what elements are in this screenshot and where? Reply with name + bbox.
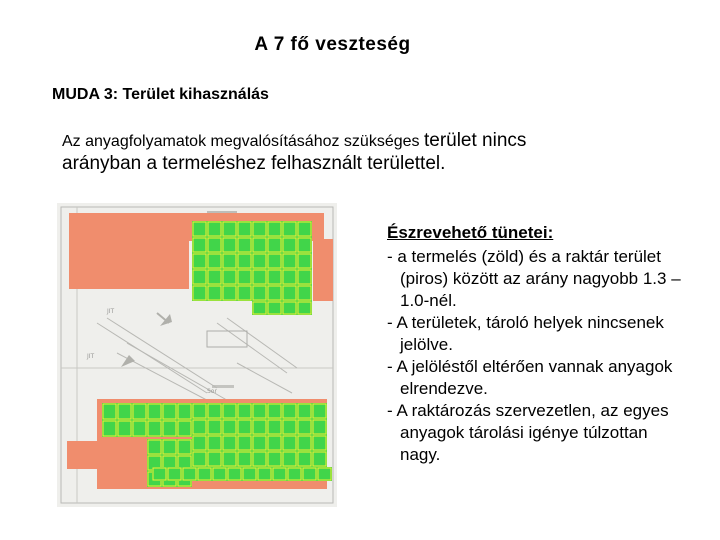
section-subtitle: MUDA 3: Terület kihasználás	[52, 86, 269, 103]
symptoms-heading: Észrevehető tünetei:	[387, 223, 554, 242]
page-title: A 7 fő veszteség	[254, 34, 411, 55]
intro-part-2: terület nincs	[423, 130, 527, 151]
symptom-line: (piros) között az arány nagyobb 1.3 –	[400, 269, 681, 288]
intro-text	[62, 130, 662, 176]
svg-text:Sor: Sor	[207, 388, 217, 395]
symptoms-list	[387, 246, 707, 466]
symptom-line: - A raktározás szervezetlen, az egyes	[387, 401, 669, 420]
symptom-line: anyagok tárolási igénye túlzottan	[400, 423, 648, 442]
symptoms-panel	[387, 222, 707, 466]
production-area-upper	[192, 221, 312, 315]
intro-part-3: arányban a termeléshez felhasznált területtel.	[62, 153, 446, 174]
symptom-line: - a termelés (zöld) és a raktár terület	[387, 247, 661, 266]
svg-text:JIT: JIT	[87, 353, 95, 360]
symptom-line: 1.0-nél.	[400, 291, 457, 310]
symptom-item	[387, 246, 707, 312]
floor-plan-drawing	[57, 203, 337, 507]
symptom-line: - A jelöléstől eltérően vannak anyagok	[387, 357, 673, 376]
symptom-item	[387, 400, 707, 466]
symptom-item	[387, 312, 707, 356]
symptom-item	[387, 356, 707, 400]
floor-plan-image	[57, 203, 337, 507]
symptom-line: nagy.	[400, 445, 441, 464]
symptom-line: - A területek, tároló helyek nincsenek	[387, 313, 664, 332]
symptom-line: elrendezve.	[400, 379, 488, 398]
intro-part-1: Az anyagfolyamatok megvalósításához szükséges	[62, 133, 424, 150]
symptom-line: jelölve.	[400, 335, 453, 354]
svg-text:JIT: JIT	[107, 308, 115, 315]
